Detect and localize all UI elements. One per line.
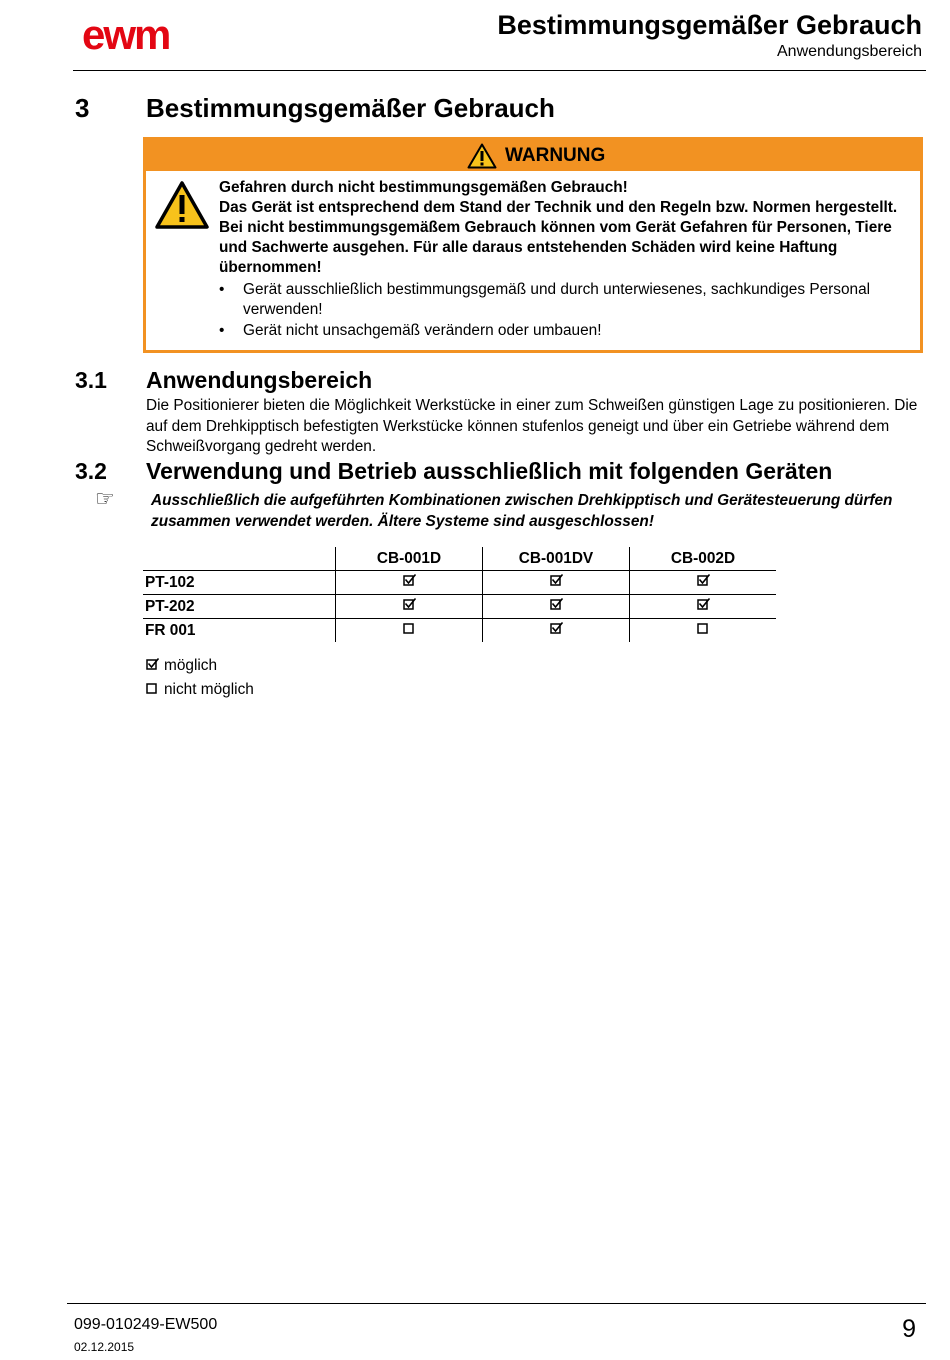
table-row (143, 571, 776, 595)
compatibility-table (143, 547, 776, 642)
warning-heading: Gefahren durch nicht bestimmungsgemäßen Gebrauch! (219, 179, 628, 196)
bullet-glyph: • (219, 281, 225, 298)
warning-box (143, 137, 923, 353)
header-title: Bestimmungsgemäßer Gebrauch (497, 10, 922, 40)
table-cell (336, 619, 483, 643)
table-column-header: CB-002D (630, 547, 777, 571)
table-cell (336, 571, 483, 595)
warning-triangle-icon (467, 143, 497, 169)
subsection-number: 3.2 (75, 458, 107, 484)
body-paragraph: Die Positionierer bieten die Möglichkeit Werkstücke in einer zum Schweißen günstigen Lage zu positionieren. Die auf dem Drehkipptisch befestigten Werkstücke können stufenlos geneigt und über ein Getriebe während dem Schweißvorgang gedreht werden. (146, 397, 918, 455)
bullet-glyph: • (219, 322, 225, 339)
legend-possible (146, 657, 217, 675)
logo-text: ewm (82, 16, 170, 56)
table-cell (483, 619, 630, 643)
table-cell (630, 571, 777, 595)
table-column-header: CB-001DV (483, 547, 630, 571)
warning-content (219, 178, 914, 341)
ewm-logo (82, 16, 212, 56)
note-text: Ausschließlich die aufgeführten Kombinationen zwischen Drehkipptisch und Gerätesteuerung dürfen zusammen verwendet werden. Ältere Systeme sind ausgeschlossen! (151, 492, 893, 530)
checked-box-icon (550, 621, 563, 639)
checked-box-icon (550, 573, 563, 591)
table-cell (483, 571, 630, 595)
subsection-title: Anwendungsbereich (146, 367, 373, 393)
checked-box-icon (403, 573, 416, 591)
subsection-number: 3.1 (75, 367, 107, 393)
table-cell (483, 595, 630, 619)
document-number: 099-010249-EW500 (74, 1316, 218, 1333)
footer-divider (67, 1303, 926, 1304)
table-corner-cell (143, 547, 336, 571)
warning-bullet (219, 321, 914, 341)
header-subtitle: Anwendungsbereich (777, 43, 922, 60)
section-number: 3 (75, 93, 90, 123)
unchecked-box-icon (146, 681, 159, 699)
warning-bullet (219, 280, 914, 320)
checked-box-icon (146, 657, 159, 675)
checked-box-icon (697, 573, 710, 591)
warning-header (146, 140, 920, 171)
warning-text: Das Gerät ist entsprechend dem Stand der Technik und den Regeln bzw. Normen hergestellt. Bei nicht bestimmungsgemäßem Gebrauch können vom Gerät Gefahren für Personen, Tiere und Sachwerte ausgehen. Für alle daraus entstehenden Schäden wird keine Haftung übernommen! (219, 199, 898, 276)
table-cell (630, 595, 777, 619)
table-header-row (143, 547, 776, 571)
subsection-title: Verwendung und Betrieb ausschließlich mit folgenden Geräten (146, 458, 833, 484)
table-cell (630, 619, 777, 643)
header-divider (73, 70, 926, 71)
warning-label: WARNUNG (505, 145, 606, 166)
table-cell (336, 595, 483, 619)
checked-box-icon (403, 597, 416, 615)
table-row-label: PT-202 (143, 595, 336, 619)
bullet-text: Gerät ausschließlich bestimmungsgemäß und durch unterwiesenes, sachkundiges Personal verwenden! (243, 281, 871, 318)
table-row (143, 619, 776, 643)
warning-triangle-icon (154, 180, 210, 230)
page-number: 9 (902, 1315, 916, 1343)
legend-possible-label: möglich (164, 657, 218, 674)
legend-not-possible-label: nicht möglich (164, 681, 254, 698)
bullet-text: Gerät nicht unsachgemäß verändern oder umbauen! (243, 322, 602, 339)
legend-not-possible (146, 681, 254, 699)
table-row-label: PT-102 (143, 571, 336, 595)
pointing-hand-icon: ☞ (95, 486, 115, 511)
table-row-label: FR 001 (145, 621, 196, 639)
table-row (143, 595, 776, 619)
table-column-header: CB-001D (336, 547, 483, 571)
unchecked-box-icon (403, 621, 416, 639)
document-date: 02.12.2015 (74, 1340, 135, 1354)
unchecked-box-icon (697, 621, 710, 639)
checked-box-icon (697, 597, 710, 615)
checked-box-icon (550, 597, 563, 615)
section-title: Bestimmungsgemäßer Gebrauch (146, 93, 555, 123)
